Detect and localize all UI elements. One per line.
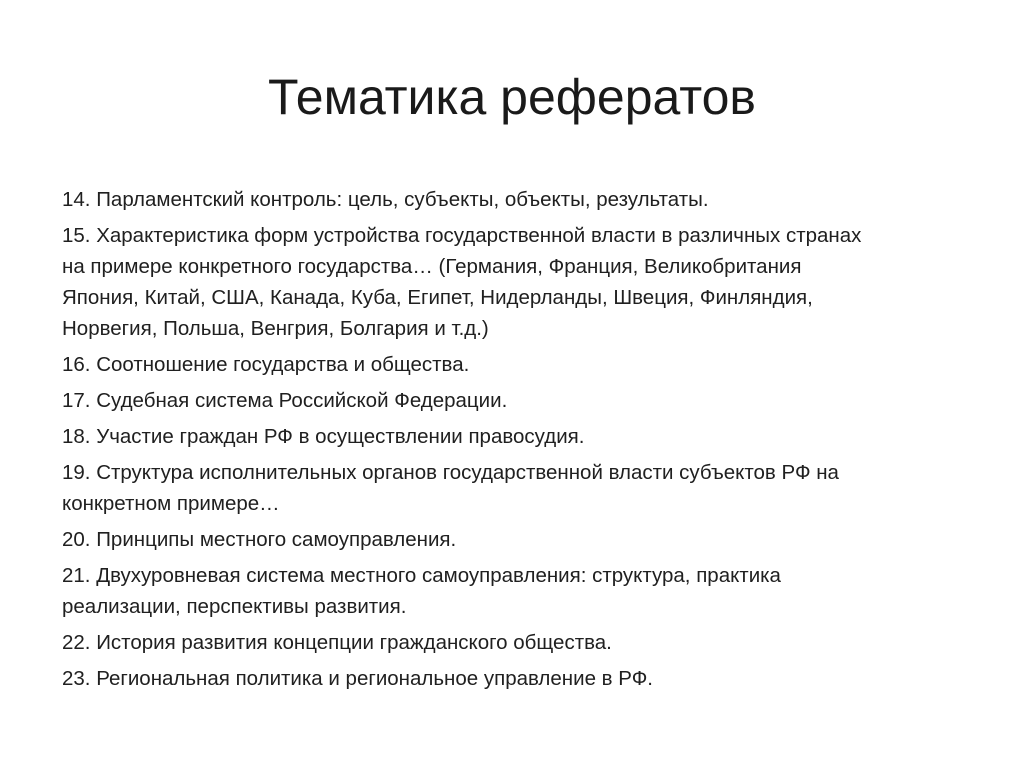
topic-line: на примере конкретного государства… (Германия, Франция, Великобритания [62,255,802,278]
topic-line: 21. Двухуровневая система местного самоуправления: структура, практика [62,564,781,587]
topic-line: 22. История развития концепции гражданского общества. [62,631,612,654]
topic-item-16 [62,349,982,380]
topic-line: 16. Соотношение государства и общества. [62,353,470,376]
topic-line: реализации, перспективы развития. [62,595,407,618]
topic-line: 23. Региональная политика и региональное управление в РФ. [62,667,653,690]
topic-item-20 [62,524,982,555]
topic-line: 14. Парламентский контроль: цель, субъекты, объекты, результаты. [62,188,709,211]
topic-item-19 [62,457,982,519]
topic-line: Япония, Китай, США, Канада, Куба, Египет, Нидерланды, Швеция, Финляндия, [62,286,813,309]
topic-line: 20. Принципы местного самоуправления. [62,528,457,551]
topic-item-23 [62,663,982,694]
topic-line: конкретном примере… [62,492,280,515]
topic-line: 18. Участие граждан РФ в осуществлении правосудия. [62,425,585,448]
topic-line: 19. Структура исполнительных органов государственной власти субъектов РФ на [62,461,839,484]
topic-item-14 [62,184,982,215]
slide-title: Тематика рефератов [268,69,756,125]
topic-item-17 [62,385,982,416]
topic-line: Норвегия, Польша, Венгрия, Болгария и т.д.) [62,317,489,340]
topic-item-18 [62,421,982,452]
topic-item-15 [62,220,982,344]
topic-line: 17. Судебная система Российской Федерации. [62,389,508,412]
topic-list [62,184,982,699]
topic-item-21 [62,560,982,622]
topic-item-22 [62,627,982,658]
topic-line: 15. Характеристика форм устройства государственной власти в различных странах [62,224,862,247]
